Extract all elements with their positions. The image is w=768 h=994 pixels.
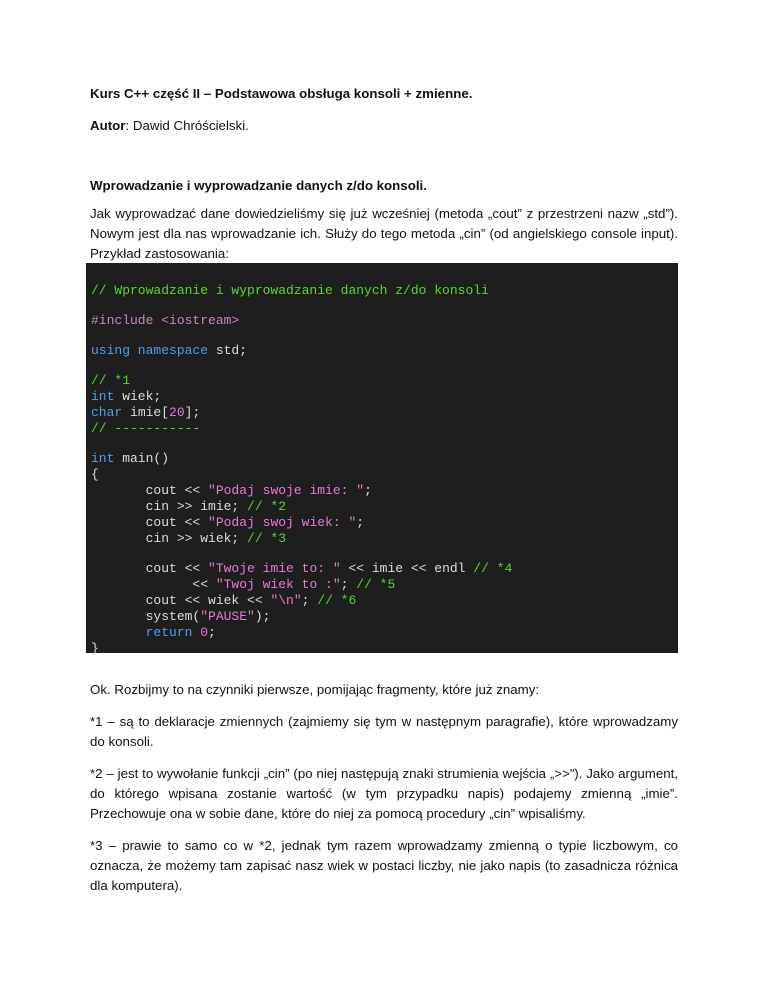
code-text: } xyxy=(91,641,99,656)
author-line xyxy=(90,116,678,136)
section-heading xyxy=(90,176,678,196)
code-keyword: int xyxy=(91,451,115,466)
code-line-8 xyxy=(91,451,678,467)
code-text: << imie << endl xyxy=(340,561,474,576)
code-string: "Twoj wiek to :" xyxy=(215,577,341,592)
code-number: 20 xyxy=(169,405,185,420)
author-separator: : xyxy=(125,118,133,133)
code-text: ; xyxy=(364,483,372,498)
code-comment: // *2 xyxy=(247,499,287,514)
code-number: 0 xyxy=(200,625,209,640)
code-line-11 xyxy=(91,499,678,515)
paragraph-note-1: *1 – są to deklaracje zmiennych (zajmiemy się tym w następnym paragrafie), które wprowadzamy do konsoli. xyxy=(90,714,678,749)
code-line-5 xyxy=(91,389,678,405)
code-line-18 xyxy=(91,625,678,641)
code-text: { xyxy=(91,467,99,482)
code-comment: // Wprowadzanie i wyprowadzanie danych z/do konsoli xyxy=(91,283,489,298)
code-line-13 xyxy=(91,531,678,547)
code-text: cin >> wiek; xyxy=(91,531,248,546)
code-line-6 xyxy=(91,405,678,421)
code-line-19 xyxy=(91,641,678,657)
code-string: "Twoje imie to: " xyxy=(208,561,341,576)
code-text: wiek; xyxy=(114,389,162,404)
code-line-14 xyxy=(91,561,678,577)
code-keyword: char xyxy=(91,405,123,420)
code-text: ; xyxy=(208,625,216,640)
code-line-3 xyxy=(91,343,678,359)
code-text: cin >> imie; xyxy=(91,499,248,514)
code-text: main() xyxy=(114,451,170,466)
code-line-9 xyxy=(91,467,678,483)
title-text: Kurs C++ część II – Podstawowa obsługa konsoli + zmienne. xyxy=(90,86,473,101)
code-preprocessor: #include <iostream> xyxy=(91,313,240,328)
code-string: "Podaj swoj wiek: " xyxy=(208,515,357,530)
paragraph-ok: Ok. Rozbijmy to na czynniki pierwsze, pomijając fragmenty, które już znamy: xyxy=(90,682,540,697)
code-comment: // ----------- xyxy=(91,421,201,436)
code-text: cout << xyxy=(91,483,209,498)
intro-paragraph: Jak wyprowadzać dane dowiedzieliśmy się już wcześniej (metoda „cout” z przestrzeni nazw „std”). Nowym jest dla nas wprowadzanie ich. Służy do tego metoda „cin” (od angielskiego console input). Przykład zastosowania: xyxy=(90,206,678,261)
code-line-7 xyxy=(91,421,678,437)
code-text: cout << xyxy=(91,561,209,576)
code-line-16 xyxy=(91,593,678,609)
code-comment: // *4 xyxy=(473,561,513,576)
code-string: "\n" xyxy=(270,593,302,608)
code-text: system( xyxy=(91,609,201,624)
code-comment: // *3 xyxy=(247,531,287,546)
paragraph-note-3: *3 – prawie to samo co w *2, jednak tym razem wprowadzamy zmienną o typie liczbowym, co oznacza, że możemy tam zapisać nasz wiek w postaci liczby, nie jako napis (to zasadnicza różnica dla komputera). xyxy=(90,838,678,893)
code-text: ; xyxy=(301,593,318,608)
section-heading-text: Wprowadzanie i wyprowadzanie danych z/do konsoli. xyxy=(90,178,427,193)
code-line-1 xyxy=(91,283,678,299)
code-text: << xyxy=(91,577,216,592)
author-name: Dawid Chróścielski. xyxy=(132,118,249,133)
code-keyword: using namespace xyxy=(91,343,209,358)
code-text: ); xyxy=(254,609,271,624)
code-line-10 xyxy=(91,483,678,499)
code-line-2 xyxy=(91,313,678,329)
code-line-15 xyxy=(91,577,678,593)
code-line-17 xyxy=(91,609,678,625)
code-block xyxy=(86,263,678,656)
code-text: cout << xyxy=(91,515,209,530)
code-string: "Podaj swoje imie: " xyxy=(208,483,365,498)
code-text: ; xyxy=(340,577,357,592)
code-comment: // *6 xyxy=(317,593,357,608)
code-line-4 xyxy=(91,373,678,389)
code-line-12 xyxy=(91,515,678,531)
code-keyword: int xyxy=(91,389,115,404)
code-text: std; xyxy=(208,343,248,358)
code-text: ; xyxy=(356,515,365,530)
code-string: "PAUSE" xyxy=(200,609,255,624)
code-text: ]; xyxy=(184,405,201,420)
code-text: imie[ xyxy=(122,405,170,420)
code-text: cout << wiek << xyxy=(91,593,271,608)
author-label: Autor xyxy=(90,118,126,133)
paragraph-note-2: *2 – jest to wywołanie funkcji „cin” (po niej następują znaki strumienia wejścia „>>”). Jako argument, do którego wpisana zostanie wartość (w tym przypadku napis) podajemy zmienną „imie”. Przechowuje ona w sobie dane, które do niej za pomocą procedury „cin” wpisaliśmy. xyxy=(90,766,678,821)
document-title xyxy=(90,84,678,104)
code-comment: // *1 xyxy=(91,373,131,388)
code-keyword: return xyxy=(145,625,193,640)
code-text xyxy=(91,625,146,640)
code-comment: // *5 xyxy=(356,577,396,592)
